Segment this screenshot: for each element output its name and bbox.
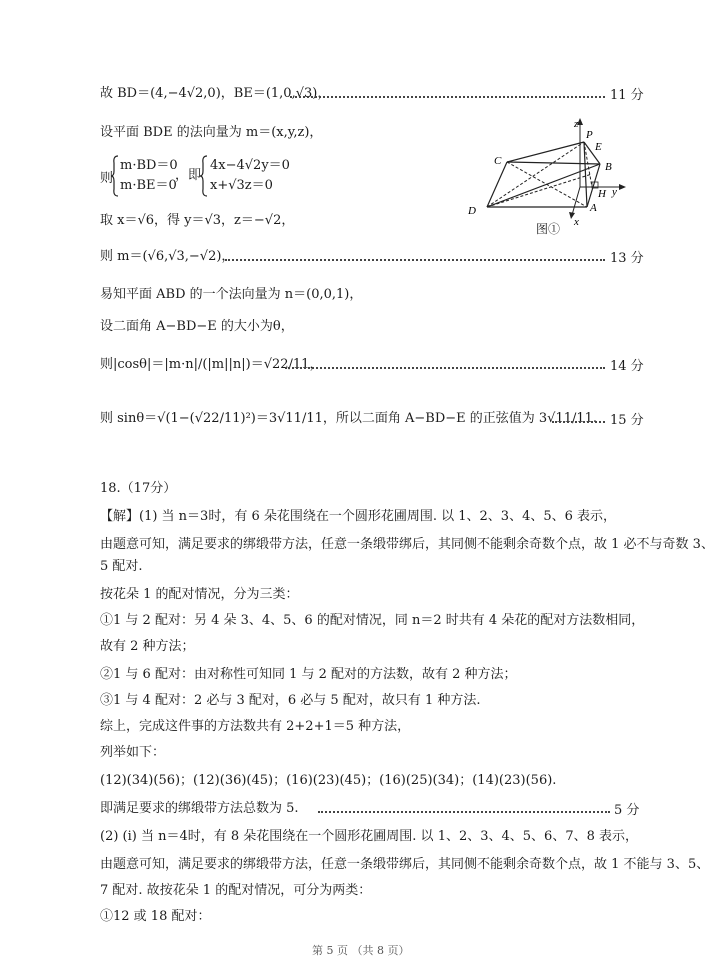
dot-leader [290, 96, 605, 98]
line-normal-vector-setup: 设平面 BDE 的法向量为 m＝(x,y,z)， [100, 125, 323, 140]
line-cos: 则|cosθ|＝|m·n|/(|m||n|)＝√22/11， [100, 357, 323, 372]
label-D: D [468, 205, 476, 217]
score-marker: 15 分 [610, 413, 644, 428]
line-total: 即满足要求的绑缎带方法总数为 5. [100, 801, 299, 816]
line-condition-cont: 5 配对. [100, 559, 143, 574]
eq-m-bd: m·BD＝0 [120, 158, 178, 173]
eq-1: 4x−4√2y＝0 [210, 158, 290, 173]
eq-m-be: m·BE＝0 [120, 178, 177, 193]
dot-leader [225, 259, 605, 261]
left-brace-icon [110, 155, 120, 197]
line-angle-def: 设二面角 A−BD−E 的大小为θ， [100, 319, 294, 334]
dot-leader [285, 367, 605, 369]
case-3: ③1 与 4 配对：2 必与 3 配对，6 必与 5 配对，故只有 1 种方法. [100, 693, 481, 708]
line-condition-2: 由题意可知，满足要求的绑缎带方法，任意一条缎带绑后，其同侧不能剩余奇数个点，故 1 不能与 3、5、 [100, 857, 710, 872]
namely-word: ，即 [175, 168, 202, 183]
eq-2: x+√3z＝0 [210, 178, 273, 193]
then-word: 则 [100, 171, 114, 186]
label-P: P [586, 129, 593, 141]
score-marker: 11 分 [610, 88, 644, 103]
line-sin: 则 sinθ＝√(1−(√22/11)²)＝3√11/11，所以二面角 A−BD−E 的正弦值为 3√11/11. [100, 411, 598, 426]
figure-caption: 图① [536, 222, 561, 236]
label-H: H [598, 188, 606, 200]
label-A: A [590, 202, 597, 214]
score-marker: 14 分 [610, 359, 644, 374]
case-2-1: ①12 或 18 配对： [100, 909, 211, 924]
line-vectors: 故 BD＝(4,−4√2,0)，BE＝(1,0,√3)， [100, 86, 331, 101]
score-marker: 13 分 [610, 251, 644, 266]
line-normal-n: 易知平面 ABD 的一个法向量为 n＝(0,0,1)， [100, 287, 363, 302]
label-C: C [494, 155, 502, 167]
label-y: y [612, 186, 617, 198]
score-marker: 5 分 [614, 803, 640, 818]
page-footer: 第 5 页 （共 8 页） [312, 944, 410, 957]
line-normal-m: 则 m＝(√6,√3,−√2)， [100, 249, 235, 264]
line-condition-2-cont: 7 配对. 故按花朵 1 的配对情况，可分为两类： [100, 883, 372, 898]
case-1-result: 故有 2 种方法； [100, 639, 195, 654]
solution-part1: 【解】(1) 当 n＝3时，有 6 朵花围绕在一个圆形花圃周围. 以 1、2、3、4、5、6 表示， [100, 509, 617, 524]
line-list-intro: 列举如下： [100, 745, 166, 760]
left-brace-icon [199, 155, 209, 197]
dot-leader [318, 811, 610, 813]
geometry-figure [462, 112, 642, 242]
line-pairings: (12)(34)(56)；(12)(36)(45)；(16)(23)(45)；(16)(25)(34)；(14)(23)(56). [100, 773, 557, 788]
label-z: z [574, 118, 579, 130]
line-condition: 由题意可知，满足要求的绑缎带方法，任意一条缎带绑后，其同侧不能剩余奇数个点，故 1 必不与奇数 3、 [100, 537, 714, 552]
label-x: x [574, 216, 579, 228]
line-choose-x: 取 x＝√6，得 y＝√3，z＝−√2， [100, 213, 295, 228]
label-B: B [605, 161, 612, 173]
question-number: 18.（17分） [100, 481, 177, 496]
case-1: ①1 与 2 配对：另 4 朵 3、4、5、6 的配对情况，同 n＝2 时共有 4 朵花的配对方法数相同， [100, 613, 645, 628]
dot-leader [552, 421, 605, 423]
line-classify: 按花朵 1 的配对情况，分为三类： [100, 587, 299, 602]
case-2: ②1 与 6 配对：由对称性可知同 1 与 2 配对的方法数，故有 2 种方法； [100, 667, 517, 682]
solution-part2: (2) (i) 当 n＝4时，有 8 朵花围绕在一个圆形花圃周围. 以 1、2、3、4、5、6、7、8 表示， [100, 829, 638, 844]
label-E: E [595, 141, 602, 153]
line-summary: 综上，完成这件事的方法数共有 2+2+1＝5 种方法， [100, 719, 411, 734]
